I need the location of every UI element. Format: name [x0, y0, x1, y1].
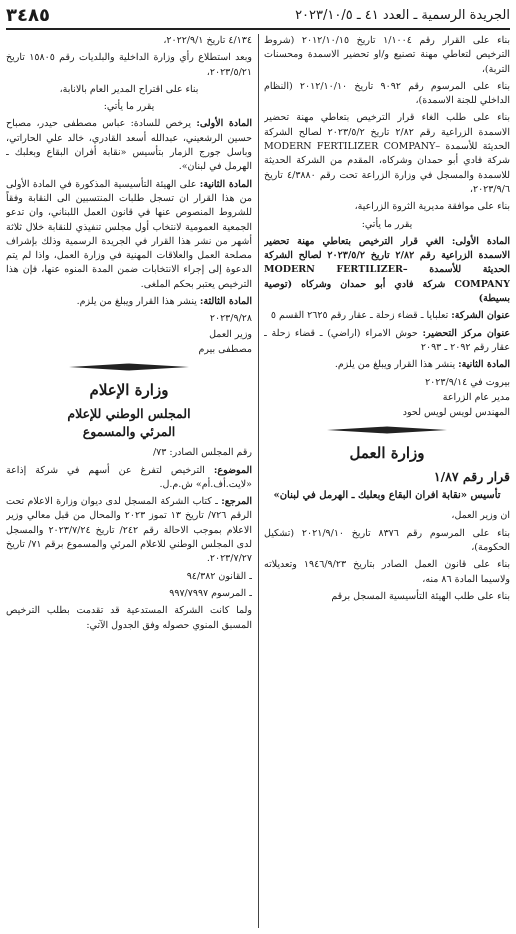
ministry-heading: وزارة الإعلام: [89, 381, 169, 400]
article-1: [6, 117, 252, 174]
decree-number: قرار رقم ١/٨٧: [433, 469, 510, 485]
company-address: [264, 309, 510, 323]
decides-line: يقرر ما يأتي:: [361, 218, 413, 230]
article-label: المادة الأولى:: [196, 118, 252, 130]
signature-title: مدير عام الزراعة: [442, 391, 510, 403]
decree-reference: ـ المرسوم ٩٩٧/٧٩٩٧: [169, 587, 252, 599]
article-label: المادة الثالثة:: [199, 296, 252, 308]
article-3: [6, 295, 252, 309]
article-text: يرخص للسادة: عباس مصطفى حيدر، مصباح حسين الرشعيني، عبدالله أسعد القادري، خالد علي الحاراتي، وباسل جورج الزمار بتأسيس «نقابة أفران البقاع وبعلبك ـ الهرمل في لبنان».: [6, 118, 252, 173]
article-text: ينشر هذا القرار ويبلغ من يلزم.: [334, 359, 459, 371]
article-label: المادة الثانية:: [199, 178, 252, 190]
decree-subject: تأسيس «نقابة افران البقاع وبعلبك ـ الهرمل في لبنان»: [273, 490, 501, 502]
signature-date: ٢٠٢٣/٩/٢٨: [209, 313, 252, 325]
paragraph: ان وزير العمل،: [451, 510, 510, 522]
reference-text: ـ كتاب الشركة المسجل لدى ديوان وزارة الاعلام تحت الرقم ٧٢٦/ تاريخ ١٣ تموز ٢٠٢٣ والمحال من قبل معالي وزير الاعلام بموجب الاحالة رقم ٢٤٢/ تاريخ ٢٠٢٣/٧/٢٤ والمسجل لدى المجلس الوطني للاعلام المرئي والمسموع برقم ٧١/ تاريخ ٢٠٢٣/٧/٢٧.: [6, 496, 252, 565]
center-address: [264, 327, 510, 356]
paragraph: بناء على اقتراح المدير العام بالانابة،: [59, 83, 199, 95]
paragraph: ولما كانت الشركة المستدعية قد تقدمت بطلب الترخيص المسبق المنوي حصوله وفق الجدول الآتي:: [6, 605, 252, 631]
address-label: عنوان الشركة:: [451, 310, 510, 322]
paragraph: بناء على قانون العمل الصادر بتاريخ ١٩٤٦/٩/٢٣ وتعديلاته ولاسيما المادة ٨٦ منه،: [264, 559, 510, 585]
address-text: حوش الامراء (اراضي) ـ قضاء زحلة ـ عقار رقم ٢٠٩٢ ـ ٢٠٩٣: [264, 327, 510, 353]
reference: [6, 495, 252, 566]
subject: [6, 464, 252, 493]
signature-name: المهندس لويس لويس لحود: [402, 407, 510, 419]
subject-label: الموضوع:: [213, 464, 252, 476]
article-text: على الهيئة التأسيسية المذكورة في المادة الأولى من هذا القرار ان تسجل طلبات المنتسبين الى النقابة وفقاً للشروط المنصوص عنها في قانون العمل اللبناني، وان تدعو الجمعية العمومية لانتخاب أول مجلس تنفيذي للنقابة خلال ثلاثة أشهر من نشر هذا القرار في الجريدة الرسمية وذلك بإشراف مصلحة العمل والعلاقات المهنية في وزارة العمل، واذا لم يتم الدعوة إلى إجراء الانتخابات ضمن المدة المنوه عنها، فإن هذا الترخيص يعتبر بحكم الملغى.: [6, 178, 252, 290]
right-column: [264, 34, 510, 930]
council-heading: المجلس الوطني للإعلام: [67, 406, 191, 422]
column-divider: [258, 34, 259, 928]
page-number: ٣٤٨٥: [6, 4, 50, 26]
gazette-issue-title: الجريدة الرسمية ـ العدد ٤١ ـ ٢٠٢٣/١٠/٥: [295, 7, 510, 23]
ministry-heading: وزارة العمل: [349, 444, 425, 463]
article-1: [264, 235, 510, 306]
reference-number: رقم المجلس الصادر: ٧٣/: [152, 447, 252, 459]
article-text: الغي قرار الترخيص بتعاطي مهنة تحضير الاسمدة الزراعية رقم ٢/٨٢ تاريخ ٢٠٢٣/٥/٢ لصالح الشركة الحديثة للأسمدة –MODERN FERTILIZER COMPANY شركة فادي أبو حمدان وشركاه (توصية بسيطة): [264, 235, 510, 305]
address-label: عنوان مركز التحضير:: [422, 327, 510, 339]
decides-line: يقرر ما يأتي:: [103, 101, 155, 113]
paragraph: ٤/١٣٤ تاريخ ٢٠٢٢/٩/١،: [163, 35, 252, 46]
article-text: ينشر هذا القرار ويبلغ من يلزم.: [76, 296, 200, 308]
signature-title: وزير العمل: [209, 328, 252, 340]
reference-label: المرجع:: [221, 496, 252, 508]
article-2: [6, 178, 252, 292]
paragraph: بناء على طلب الهيئة التأسيسية المسجل برقم: [331, 590, 510, 602]
article-label: المادة الأولى:: [451, 235, 510, 247]
subject-text: الترخيص لتفرغ عن أسهم في شركة إذاعة «لايت.أف.أم» ش.م.ل.: [6, 464, 252, 490]
article-2: [264, 358, 510, 372]
section-separator: [264, 426, 510, 434]
law-reference: ـ القانون ٩٤/٣٨٢: [186, 570, 252, 582]
left-column: [6, 34, 252, 930]
section-separator: [6, 363, 252, 371]
signature-name: مصطفى بيرم: [198, 343, 252, 355]
paragraph: بناء على موافقة مديرية الثروة الزراعية،: [354, 201, 510, 213]
paragraph: بناء على طلب الغاء قرار الترخيص بتعاطي مهنة تحضير الاسمدة الزراعية رقم ٢/٨٢ تاريخ ٢٠٢٣/٥/٢ لصالح الشركة الحديثة للأسمدة –MODERN FERTILIZER COMPANY شركة فادي أبو حمدان وشركاه، المقدم من الشركة الحديثة للاسمدة والمسجل في وزارة الزراعة تحت رقم ٤/٣٨٨٠ تاريخ ٢٠٢٣/٩/٦،: [264, 112, 510, 195]
paragraph: بناء على المرسوم رقم ٩٠٩٢ تاريخ ٢٠١٢/١٠/١٠ (النظام الداخلي للجنة الاسمدة)،: [264, 80, 510, 107]
paragraph: وبعد استطلاع رأي وزارة الداخلية والبلديات رقم ١٥٨٠٥ تاريخ ٢٠٢٣/٥/٢١،: [6, 52, 252, 78]
council-heading: المرئي والمسموع: [82, 424, 176, 440]
article-label: المادة الثانية:: [458, 359, 510, 371]
paragraph: بناء على المرسوم رقم ٨٣٧٦ تاريخ ٢٠٢١/٩/١٠ (تشكيل الحكومة)،: [264, 527, 510, 554]
signature-date: بيروت في ٢٠٢٣/٩/١٤: [425, 376, 510, 388]
address-text: تعلبايا ـ قضاء زحلة ـ عقار رقم ٢٦٢٥ القسم ٥: [270, 310, 452, 322]
page-header: [6, 2, 510, 30]
paragraph: بناء على القرار رقم ١/١٠٠٤ تاريخ ٢٠١٢/١٠/١٥ (شروط الترخيص لتعاطي مهنة تصنيع و/او تحضير الاسمدة ومحسنات التربة)،: [264, 35, 510, 75]
